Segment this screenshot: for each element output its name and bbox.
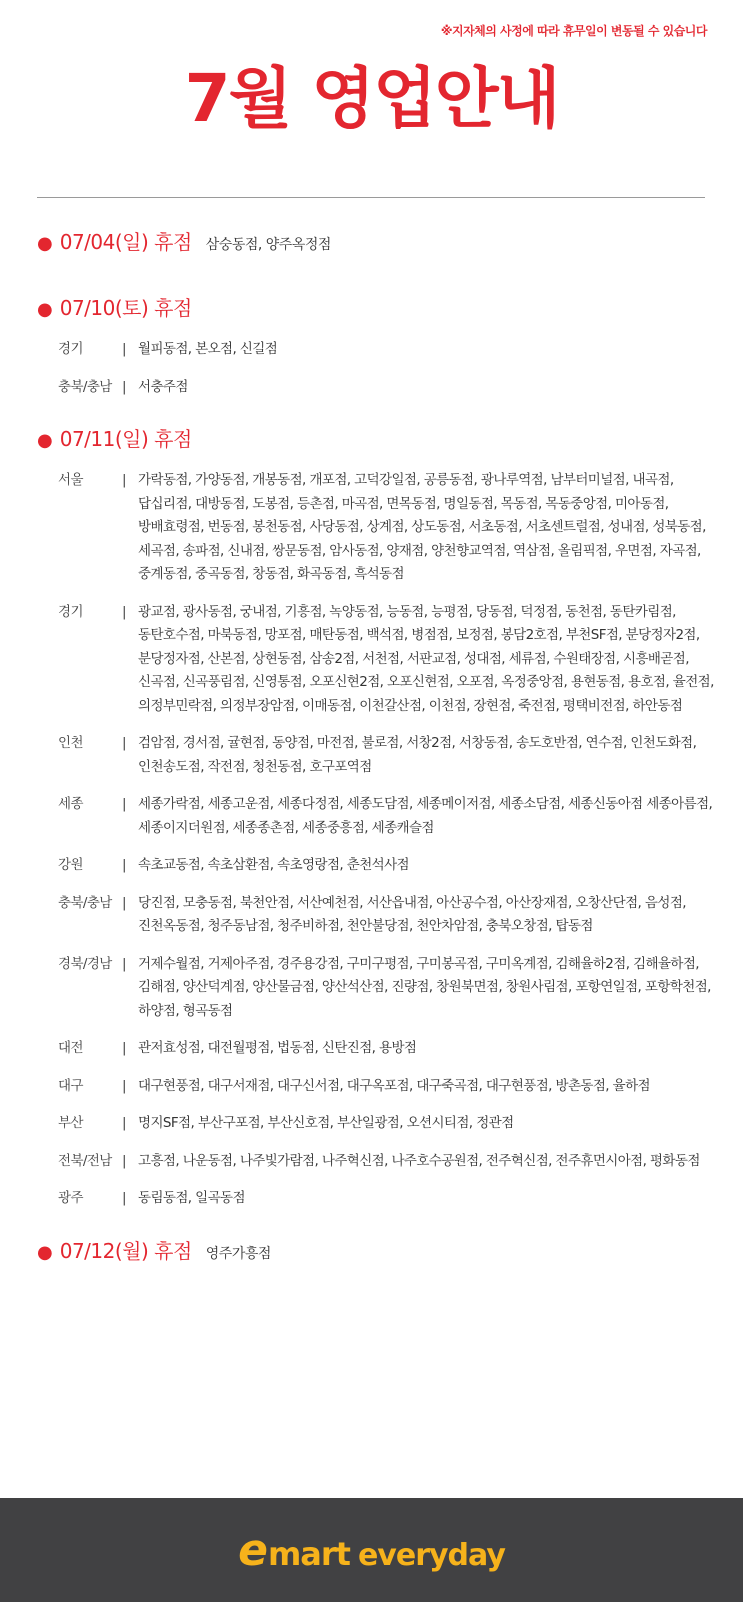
section-date: 07/11(일) 휴점 — [59, 427, 192, 451]
region-row — [37, 1112, 717, 1136]
schedule-section — [37, 1235, 717, 1277]
section-date: 07/10(토) 휴점 — [59, 296, 192, 320]
region-stores: 고흥점, 나운동점, 나주빛가람점, 나주혁신점, 나주호수공원점, 전주혁신점, 전주휴먼시아점, 평화동점 — [138, 1152, 700, 1169]
region-name: 부산 — [58, 1115, 83, 1131]
region-name: 대구 — [58, 1077, 83, 1094]
section-header — [37, 423, 717, 465]
section-header — [37, 226, 717, 268]
logo-everyday: everyday — [357, 1537, 505, 1573]
region-stores: 명지SF점, 부산구포점, 부산신호점, 부산일광점, 오션시티점, 정관점 — [138, 1115, 514, 1131]
region-row — [37, 1037, 717, 1061]
region-stores: 서충주점 — [138, 378, 188, 395]
region-stores: 동림동점, 일곡동점 — [138, 1190, 245, 1206]
region-separator: | — [122, 603, 126, 620]
region-row — [37, 376, 717, 400]
region-name: 충북/충남 — [58, 378, 112, 395]
holiday-notice: ※지자체의 사정에 따라 휴무일이 변동될 수 있습니다 — [440, 24, 707, 38]
section-date: 07/04(일) 휴점 — [59, 230, 192, 254]
bullet-icon: ● — [37, 299, 53, 320]
logo-e: e — [238, 1524, 268, 1576]
logo-mart: mart — [267, 1534, 350, 1573]
region-stores: 광교점, 광사동점, 궁내점, 기흥점, 녹양동점, 능동점, 능평점, 당동점, 덕정점, 동천점, 동탄카림점, 동탄호수점, 마북동점, 망포점, 매탄동점, 백석점, 병점점, 보정점, 봉담2호점, 부천SF점, 분당정자2점, 분당정자점, 산본점, 상현동점, 삼송2점, 서천점, 서판교점, 성대점, 세류점, 수원태장점, 시흥배곧점, 신곡점, 신곡풍림점, 신영통점, 오포신현2점, 오포신현점, 오포점, 옥정중앙점, 용현동점, 용호점, 율전점, 의정부민락점, 의정부장암점, 이매동점, 이천갈산점, 이천점, 장현점, 죽전점, 평택비전점, 하안동점 — [138, 603, 714, 714]
region-row — [37, 1187, 717, 1211]
bullet-icon: ● — [37, 233, 53, 254]
emart-everyday-logo — [238, 1525, 505, 1576]
region-stores: 거제수월점, 거제아주점, 경주용강점, 구미구평점, 구미봉곡점, 구미옥계점, 김해율하2점, 김해율하점, 김해점, 양산덕계점, 양산물금점, 양산석산점, 진량점, 창원북면점, 창원사림점, 포항연일점, 포항학천점, 하양점, 형곡동점 — [138, 955, 711, 1019]
region-stores: 월피동점, 본오점, 신길점 — [138, 341, 278, 357]
region-name: 충북/충남 — [58, 894, 112, 911]
region-separator: | — [122, 735, 126, 751]
region-name: 세종 — [58, 796, 83, 812]
region-name: 강원 — [58, 857, 83, 873]
region-separator: | — [122, 1077, 126, 1094]
schedule-list — [37, 226, 717, 1301]
region-stores: 당진점, 모충동점, 북천안점, 서산예천점, 서산읍내점, 아산공수점, 아산장재점, 오창산단점, 음성점, 진천옥동점, 청주동남점, 청주비하점, 천안불당점, 천안차암점, 충북오창점, 탑동점 — [138, 894, 686, 934]
region-row — [37, 953, 717, 1024]
region-row — [37, 1150, 717, 1174]
region-name: 대전 — [58, 1040, 83, 1056]
region-separator: | — [122, 341, 126, 357]
region-name: 광주 — [58, 1190, 83, 1206]
region-stores: 가락동점, 가양동점, 개봉동점, 개포점, 고덕강일점, 공릉동점, 광나루역점, 남부터미널점, 내곡점, 답십리점, 대방동점, 도봉점, 등촌점, 마곡점, 면목동점, 명일동점, 목동점, 목동중앙점, 미아동점, 방배효령점, 번동점, 봉천동점, 사당동점, 상계점, 상도동점, 서초동점, 서초센트럴점, 성내점, 성북동점, 세곡점, 송파점, 신내점, 쌍문동점, 암사동점, 양재점, 양천향교역점, 역삼점, 올림픽점, 우면점, 자곡점, 중계동점, 중곡동점, 창동점, 화곡동점, 흑석동점 — [138, 472, 706, 582]
region-row — [37, 1075, 717, 1099]
region-name: 서울 — [58, 472, 83, 488]
region-separator: | — [122, 378, 126, 395]
section-header — [37, 292, 717, 334]
bullet-icon: ● — [37, 430, 53, 451]
section-date: 07/12(월) 휴점 — [59, 1238, 192, 1263]
footer-bar — [0, 1498, 743, 1602]
region-separator: | — [122, 955, 126, 972]
region-separator: | — [122, 894, 126, 911]
region-name: 경기 — [58, 341, 83, 357]
region-separator: | — [122, 1152, 126, 1169]
bullet-icon: ● — [37, 1241, 53, 1263]
region-name: 인천 — [58, 735, 83, 751]
region-row — [37, 469, 717, 587]
region-stores: 관저효성점, 대전월평점, 법동점, 신탄진점, 용방점 — [138, 1040, 417, 1056]
region-row — [37, 793, 717, 840]
region-separator: | — [122, 796, 126, 812]
region-name: 전북/전남 — [58, 1152, 112, 1169]
region-name: 경기 — [58, 603, 83, 620]
region-row — [37, 732, 717, 779]
region-separator: | — [122, 472, 126, 488]
region-stores: 세종가락점, 세종고운점, 세종다정점, 세종도담점, 세종메이저점, 세종소담점, 세종신동아점 세종아름점, 세종이지더원점, 세종종촌점, 세종중흥점, 세종캐슬점 — [138, 796, 713, 836]
section-stores: 영주가흥점 — [205, 1245, 271, 1262]
schedule-section — [37, 423, 717, 1211]
region-separator: | — [122, 1040, 126, 1056]
region-stores: 속초교동점, 속초삼환점, 속초영랑점, 춘천석사점 — [138, 857, 409, 873]
section-header — [37, 1235, 717, 1277]
region-row — [37, 601, 717, 719]
page-title: 7월 영업안내 — [184, 60, 559, 137]
region-separator: | — [122, 857, 126, 873]
region-separator: | — [122, 1190, 126, 1206]
section-stores: 삼숭동점, 양주옥정점 — [205, 237, 331, 253]
schedule-section — [37, 292, 717, 399]
region-stores: 검암점, 경서점, 귤현점, 동양점, 마전점, 불로점, 서창2점, 서창동점, 송도호반점, 연수점, 인천도화점, 인천송도점, 작전점, 청천동점, 호구포역점 — [138, 735, 697, 775]
title-divider — [37, 197, 705, 198]
region-separator: | — [122, 1115, 126, 1131]
region-name: 경북/경남 — [58, 955, 112, 972]
region-stores: 대구현풍점, 대구서재점, 대구신서점, 대구옥포점, 대구죽곡점, 대구현풍점, 방촌동점, 율하점 — [138, 1077, 650, 1094]
schedule-section — [37, 226, 717, 268]
region-row — [37, 892, 717, 939]
region-row — [37, 338, 717, 362]
region-row — [37, 854, 717, 878]
